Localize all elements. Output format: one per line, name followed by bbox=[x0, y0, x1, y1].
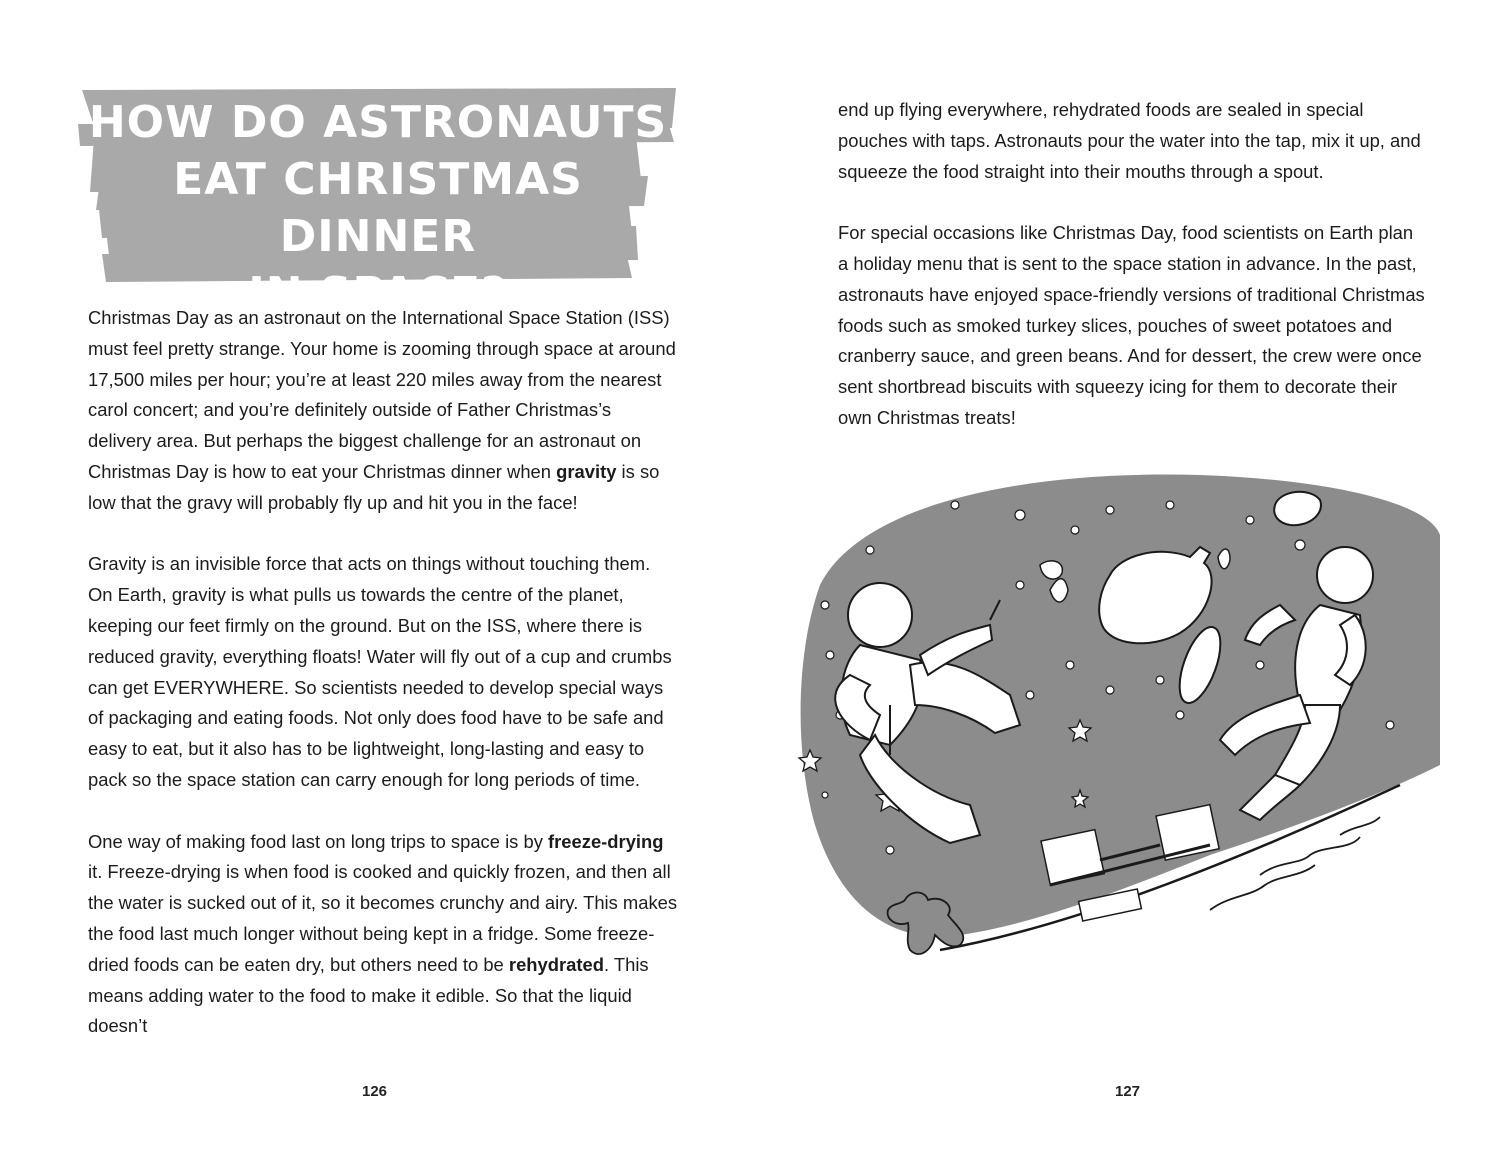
space-illustration bbox=[780, 465, 1480, 995]
text-run: it. Freeze-drying is when food is cooked and quickly frozen, and then all the water is sucked out of it, so it becomes crunchy and airy. This makes the food last much longer without being kept in a fridge. Some freeze-dried foods can be eaten dry, but others need to be bbox=[88, 861, 678, 975]
title-line-2: EAT CHRISTMAS DINNER bbox=[173, 154, 583, 262]
page-number-left: 126 bbox=[362, 1083, 388, 1100]
astronauts-illustration bbox=[780, 465, 1480, 995]
paragraph-5: For special occasions like Christmas Day, food scientists on Earth plan a holiday menu that is sent to the space station in advance. In the past, astronauts have enjoyed space-friendly versions of traditional Christmas foods such as smoked turkey slices, pouches of sweet potatoes and cranberry sauce, and green beans. And for dessert, the crew were once sent shortbread biscuits with squeezy icing for them to decorate their own Christmas treats! bbox=[838, 222, 1425, 428]
paragraph-1 bbox=[88, 303, 678, 519]
right-body-text bbox=[838, 95, 1428, 465]
page-title bbox=[76, 94, 680, 322]
text-run: One way of making food last on long trips to space is by bbox=[88, 830, 549, 852]
text-run: . This means adding water to the food to make it edible. So that the liquid doesn’t bbox=[88, 953, 649, 1037]
page-number-right: 127 bbox=[1115, 1083, 1141, 1100]
left-body-text bbox=[88, 303, 678, 1073]
bold-term-rehydrated: rehydrated bbox=[508, 953, 604, 975]
bold-term-freeze-drying: freeze-drying bbox=[548, 830, 664, 852]
text-run: is so low that the gravy will probably fly up and hit you in the face! bbox=[88, 460, 660, 513]
paragraph-2: Gravity is an invisible force that acts on things without touching them. On Earth, gravity is what pulls us towards the centre of the planet, keeping our feet firmly on the ground. But on the ISS, where there is reduced gravity, everything floats! Water will fly out of a cup and crumbs can get EVERYWHERE. So scientists needed to develop special ways of packaging and eating foods. Not only does food have to be safe and easy to eat, but it also has to be lightweight, long-lasting and easy to pack so the space station can carry enough for long periods of time. bbox=[88, 553, 672, 790]
title-line-3: IN SPACE? bbox=[248, 268, 508, 319]
bold-term-gravity: gravity bbox=[556, 460, 617, 482]
paragraph-3 bbox=[88, 827, 678, 1043]
text-run: Christmas Day as an astronaut on the International Space Station (ISS) must feel pretty strange. Your home is zooming through space at around 17,500 miles per hour; you’re at least 220 miles away from the nearest carol concert; and you’re definitely outside of Father Christmas’s delivery area. But perhaps the biggest challenge for an astronaut on Christmas Day is how to eat your Christmas dinner when bbox=[88, 307, 676, 482]
title-line-1: HOW DO ASTRONAUTS bbox=[88, 97, 668, 148]
paragraph-4: end up flying everywhere, rehydrated foods are sealed in special pouches with taps. Astronauts pour the water into the tap, mix it up, and squeeze the food straight into their mouths through a spout. bbox=[838, 99, 1421, 182]
title-banner bbox=[76, 84, 680, 319]
